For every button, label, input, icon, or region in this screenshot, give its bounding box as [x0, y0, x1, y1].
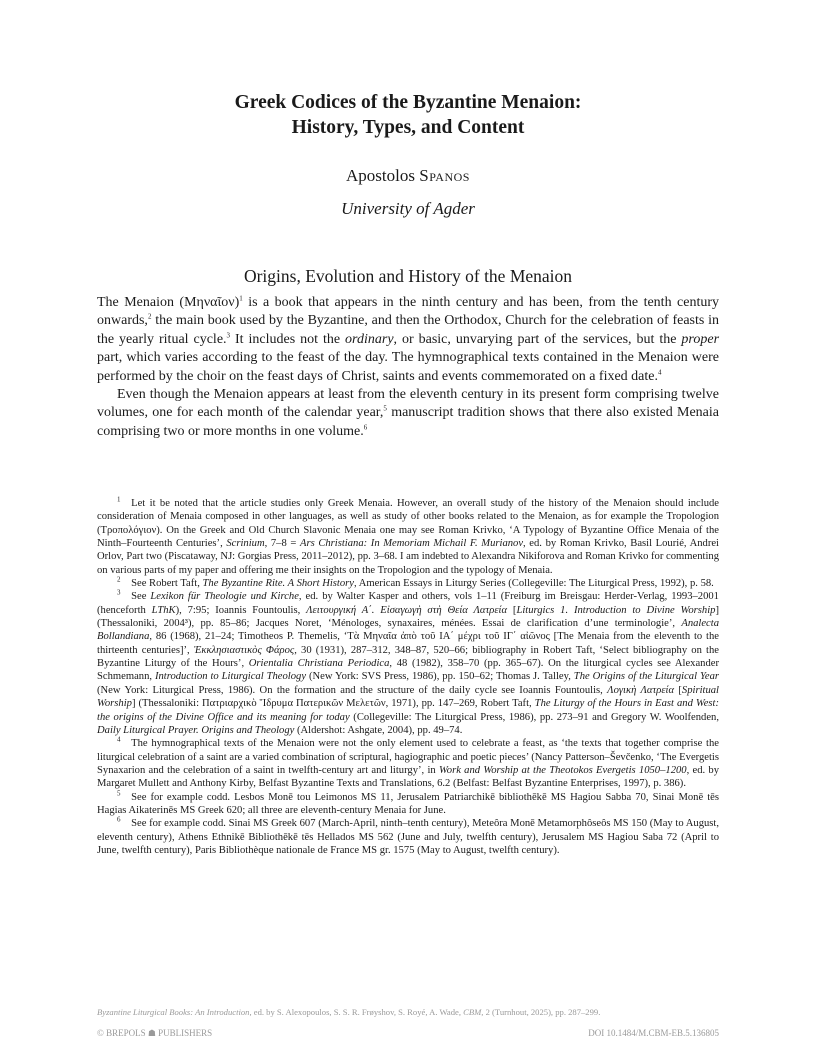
- paper-title: [0, 90, 816, 140]
- title-line-2: History, Types, and Content: [291, 117, 525, 138]
- volume-pages: , 2 (Turnhout, 2025), pp. 287–299.: [481, 1007, 601, 1017]
- footnote-number: 6: [117, 815, 121, 824]
- italic-text: Lexikon für Theologie und Kirche: [150, 591, 299, 603]
- doi-text[interactable]: DOI 10.1484/M.CBM-EB.5.136805: [588, 1028, 719, 1038]
- footnote-2: $^2$ See Robert Taft, The Byzantine Rite. A Short History, American Essays in Liturgy Series (Collegeville: The Liturgical Press, 1992), p. 58.: [117, 575, 714, 590]
- footnote-ref[interactable]: 1: [239, 294, 243, 303]
- footnote-ref[interactable]: 3: [226, 331, 231, 340]
- footnote-number: 5: [117, 789, 121, 798]
- italic-text: Ἐκκλησιαστικὸς Φάρος: [193, 644, 295, 656]
- italic-text: The Origins of the Liturgical Year: [573, 671, 719, 683]
- italic-text: LThK: [151, 604, 176, 616]
- footnote-1: $^1$ Let it be noted that the article studies only Greek Menaia. However, an overall study of the history of the Menaion should include consideration of Menaia composed in other languages, as well as study of other books related to the Menaion, as for example the Tropologion (Τροπολόγιον). On the Greek and Old Church Slavonic Menaia one may see Roman Krivko, ‘A Typology of Byzantine Office Menaia of the Ninth–Fourteenth Centuries’, Scrinium, 7–8 = Ars Christiana: In Memoriam Michail F. Murianov, ed. by Roman Krivko, Basil Lourié, Andrei Orlov, Part two (Piscataway, NJ: Gorgias Press, 2011–2012), pp. 3–68. I am indebted to Alexandra Nikiforova and Roman Krivko for commenting on various parts of my paper and offering me their insights on the Tropologion and the typology of Menaia.: [97, 495, 720, 576]
- footnote-6: $^6$ See for example codd. Sinai MS Greek 607 (March-April, ninth–tenth century), Meteôra Monē Metamorphôseôs MS 150 (May to August, eleventh century), Athens Ethnikē Bibliothēkē tēs Hellados MS 562 (June and July, twelfth century), Jerusalem MS Hagiou Saba 72 (April to June, twelfth century), Paris Bibliothèque nationale de France MS gr. 1575 (May to August, twelfth century).: [97, 815, 719, 856]
- italic-text: Work and Worship at the Theotokos Evergetis 1050–1200: [438, 764, 687, 776]
- footnote-ref[interactable]: 6: [363, 423, 368, 432]
- italic-text: Orientalia Christiana Periodica: [248, 658, 390, 670]
- series-name: CBM: [463, 1007, 482, 1017]
- footnote-4: $^4$ The hymnographical texts of the Menaion were not the only element used to celebrate a feast, as ‘the texts that together comprise the liturgical celebration of a saint are a varied combination of scriptural, hagiographic and poetic pieces’ (Nancy Patterson–Ševčenko, ‘The Evergetis Synaxarion and the celebration of a saint in twelfth-century art and liturgy’, in Work and Worship at the Theotokos Evergetis 1050–1200, ed. by Margaret Mullett and Anthony Kirby, Belfast Byzantine Texts and Translations, 6.2 (Belfast: Belfast Byzantine Enterprises, 1997), p. 386).: [97, 735, 720, 790]
- italic-text: Λογικὴ Λατρεία: [607, 684, 675, 696]
- italic-text: ordinary: [345, 331, 394, 347]
- footnote-number: 3: [117, 588, 121, 597]
- footnote-ref[interactable]: 2: [147, 312, 152, 321]
- footnote-3: $^3$ See Lexikon für Theologie und Kirche, ed. by Walter Kasper and others, vols 1–11 (Freiburg im Breisgau: Herder-Verlag, 1993–2001 (henceforth LThK), 7:95; Ioannis Fountoulis, Λειτουργική Α΄. Εἰσαγωγὴ στὴ Θεία Λατρεία [Liturgics 1. Introduction to Divine Worship] (Thessaloniki, 2004³), pp. 85–86; Jacques Noret, ‘Ménologes, synaxaires, ménées. Essai de clarification d’une terminologie’, Analecta Bollandiana, 86 (1968), 21–24; Timotheos P. Themelis, ‘Τὰ Μηναῖα ἀπὸ τοῦ ΙΑ΄ μέχρι τοῦ ΙΓ΄ αἰῶνος [The Menaia from the eleventh to the thirteenth centuries]’, Ἐκκλησιαστικὸς Φάρος, 30 (1931), 287–312, 348–87, 520–66; bibliography in Robert Taft, ‘Select bibliography on the Byzantine Liturgy of the Hours’, Orientalia Christiana Periodica, 48 (1982), 358–70 (pp. 365–67). On the liturgical cycles see Alexander Schmemann, Introduction to Liturgical Theology (New York: SVS Press, 1986), pp. 150–62; Thomas J. Talley, The Origins of the Liturgical Year (New York: Liturgical Press, 1986). On the formation and the structure of the daily cycle see Ioannis Fountoulis, Λογικὴ Λατρεία [Spiritual Worship] (Thessaloniki: Πατριαρχικὸ Ἵδρυμα Πατερικῶν Μελετῶν, 1971), pp. 147–269, Robert Taft, The Liturgy of the Hours in East and West: the origins of the Divine Office and its meaning for today (Collegeville: The Liturgical Press, 1986), pp. 273–91 and Gregory W. Woolfenden, Daily Liturgical Prayer. Origins and Theology (Aldershot: Ashgate, 2004), pp. 49–74.: [97, 588, 720, 736]
- italic-text: Analecta Bollandiana: [97, 618, 719, 643]
- author-last-name: Spanos: [419, 166, 470, 185]
- italic-text: Ars Christiana: In Memoriam Michail F. Murianov: [299, 538, 524, 550]
- footnotes: [97, 497, 719, 857]
- book-editors: , ed. by S. Alexopoulos, S. S. R. Frøyshov, S. Royé, A. Wade,: [249, 1007, 464, 1017]
- footnote-number: 1: [117, 495, 121, 504]
- footnote-5: $^5$ See for example codd. Lesbos Monē tou Leimonos MS 11, Jerusalem Patriarchikē bibliothēkē MS Hagiou Sabba 70, Sinai Monē tēs Hagias Aikaterinēs MS Greek 620; all three are eleventh-century Menaia for June.: [97, 789, 719, 816]
- author-first-name: Apostolos: [346, 166, 415, 185]
- italic-text: The Byzantine Rite. A Short History: [202, 578, 354, 590]
- publisher-line: [97, 1028, 719, 1039]
- section-heading: Origins, Evolution and History of the Menaion: [243, 266, 573, 286]
- publisher-name: © BREPOLS ☗ PUBLISHERS: [97, 1028, 213, 1038]
- italic-text: Liturgics 1. Introduction to Divine Worship: [516, 604, 716, 616]
- title-line-1: Greek Codices of the Byzantine Menaion:: [234, 92, 582, 113]
- body-paragraph-2: Even though the Menaion appears at least from the eleventh century in its present form comprising twelve volumes, one for each month of the calendar year,$^5$ manuscript tradition shows that there also existed Menaia comprising two or more months in one volume.$^6$: [97, 387, 720, 439]
- body-paragraph-1: The Menaion (Μηναῖον)$^1$ is a book that appears in the ninth century and has been, from the tenth century onwards,$^2$ the main book used by the Byzantine, and then the Orthodox, Church for the celebration of feasts in the yearly ritual cycle.$^3$ It includes not the ordinary, or basic, unvarying part of the services, but the proper part, which varies according to the feast of the day. The hymnographical texts contained in the Menaion were performed by the choir on the feast days of Christ, saints and events commemorated on a fixed date.$^4$: [97, 294, 720, 384]
- book-title: Byzantine Liturgical Books: An Introduction: [97, 1007, 250, 1017]
- italic-text: Spiritual Worship: [97, 684, 719, 710]
- footnote-number: 2: [117, 575, 121, 584]
- italic-text: Λειτουργική Α΄. Εἰσαγωγὴ στὴ Θεία Λατρεία: [306, 604, 508, 616]
- italic-text: Introduction to Liturgical Theology: [154, 671, 307, 683]
- footnote-ref[interactable]: 5: [383, 404, 387, 413]
- italic-text: Scrinium: [226, 538, 265, 550]
- footnote-number: 4: [117, 735, 121, 744]
- footnote-ref[interactable]: 4: [658, 367, 662, 376]
- author-affiliation: University of Agder: [341, 199, 475, 218]
- italic-text: proper: [681, 331, 720, 347]
- italic-text: The Liturgy of the Hours in East and West: the origins of the Divine Office and its meaning for today: [97, 698, 719, 723]
- citation-line: [97, 1007, 719, 1017]
- body-text: [97, 294, 719, 441]
- italic-text: Daily Liturgical Prayer. Origins and Theology: [97, 724, 295, 736]
- author-name: [0, 165, 816, 187]
